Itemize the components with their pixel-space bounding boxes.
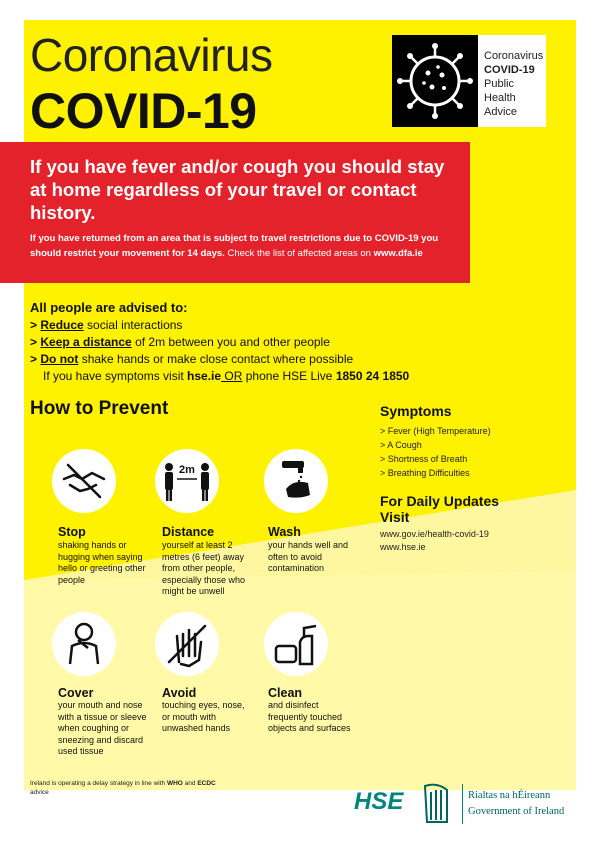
- logo-line2: COVID-19: [484, 64, 535, 76]
- prevent-desc-cover: your mouth and nose with a tissue or sleeve when coughing or sneezing and discard used tissue: [58, 700, 147, 756]
- prevent-label-stop: Stop: [58, 525, 86, 539]
- how-to-prevent-title: How to Prevent: [30, 398, 169, 419]
- distance-label: 2m: [179, 464, 195, 476]
- hse-live-number: 1850 24 1850: [335, 369, 410, 383]
- advice-item: > Do not shake hands or make close contact where possible: [30, 352, 354, 366]
- footer-advice: advice: [30, 789, 49, 796]
- no-touch-icon: [155, 612, 219, 676]
- symptom-item: > Shortness of Breath: [380, 454, 468, 464]
- gov-line-irish: Rialtas na hÉireann: [468, 790, 551, 801]
- advice-item: > Keep a distance of 2m between you and other people: [30, 335, 330, 349]
- logo-text: [484, 49, 546, 119]
- alert-sub-bold: If you have returned from an area that is subject to travel restrictions due to COVID-19 you should restrict your movement for 14 days.: [30, 233, 439, 259]
- gov-covid-link[interactable]: www.gov.ie/health-covid-19: [380, 529, 489, 539]
- advice-item: > Reduce social interactions: [30, 318, 183, 332]
- footer-ecdc: ECDC: [197, 780, 216, 787]
- symptoms-title: Symptoms: [380, 403, 452, 419]
- alert-subtext: [30, 231, 460, 261]
- advice-item-bold: Do not: [40, 352, 79, 366]
- advice-item-text: of 2m between you and other people: [131, 335, 330, 349]
- gov-divider: [462, 784, 463, 824]
- logo-background: [392, 35, 478, 127]
- hse-link[interactable]: hse.ie: [187, 369, 222, 383]
- dfa-link[interactable]: www.dfa.ie: [373, 248, 423, 259]
- title-covid19: COVID-19: [30, 83, 257, 139]
- logo-line4: Advice: [484, 106, 518, 118]
- gov-line-english: Government of Ireland: [468, 806, 565, 817]
- advice-item-bold: Reduce: [40, 318, 84, 332]
- or-text: OR: [221, 369, 243, 383]
- prevent-label-distance: Distance: [162, 525, 215, 539]
- hse-logo: HSE: [354, 788, 404, 815]
- alert-sub-regular: Check the list of affected areas on: [224, 248, 374, 259]
- footer-who: WHO: [166, 780, 183, 787]
- spray-icon: [264, 612, 328, 676]
- logo-line1: Coronavirus: [484, 50, 544, 62]
- advice-item-text: shake hands or make close contact where possible: [78, 352, 354, 366]
- prevent-label-cover: Cover: [58, 686, 94, 700]
- prevent-desc-wash: your hands well and often to avoid contamination: [268, 540, 349, 573]
- prevent-desc-clean: and disinfect frequently touched objects and surfaces: [268, 700, 351, 733]
- symptom-item: > Breathing Difficulties: [380, 468, 470, 478]
- footer-note-text: Ireland is operating a delay strategy in line with: [30, 780, 167, 787]
- contact-text: If you have symptoms visit: [43, 369, 188, 383]
- handwash-icon: [264, 449, 328, 513]
- logo-line3: Public Health: [484, 78, 516, 104]
- distance-icon: [155, 449, 219, 513]
- harp-icon: [417, 780, 455, 826]
- title-coronavirus: Coronavirus: [30, 29, 273, 81]
- hse-link[interactable]: www.hse.ie: [380, 542, 426, 552]
- alert-headline: If you have fever and/or cough you should stay at home regardless of your travel or contact history.: [30, 156, 445, 223]
- prevent-label-avoid: Avoid: [162, 686, 197, 700]
- symptom-item: > A Cough: [380, 440, 422, 450]
- handshake-icon: [52, 449, 116, 513]
- prevent-desc-distance: yourself at least 2 metres (6 feet) away from other people, especially those who might be unwell: [162, 540, 246, 596]
- symptoms-contact-line: [43, 369, 409, 383]
- prevent-desc-stop: shaking hands or hugging when saying hello or greeting other people: [58, 540, 146, 585]
- footer-note: [30, 779, 230, 797]
- advice-item-text: social interactions: [83, 318, 183, 332]
- cough-icon: [52, 612, 116, 676]
- virus-icon: [392, 35, 478, 127]
- footer-and: and: [182, 780, 198, 787]
- covid-logo: [392, 35, 546, 127]
- prevent-desc-avoid: touching eyes, nose, or mouth with unwashed hands: [162, 700, 245, 733]
- prevent-label-clean: Clean: [268, 686, 303, 700]
- prevent-label-wash: Wash: [268, 525, 301, 539]
- symptom-item: > Fever (High Temperature): [380, 426, 491, 436]
- updates-title: For Daily Updates Visit: [380, 493, 500, 525]
- advice-title: All people are advised to:: [30, 300, 188, 315]
- advice-item-bold: Keep a distance: [40, 335, 132, 349]
- contact-text-2: phone HSE Live: [242, 369, 336, 383]
